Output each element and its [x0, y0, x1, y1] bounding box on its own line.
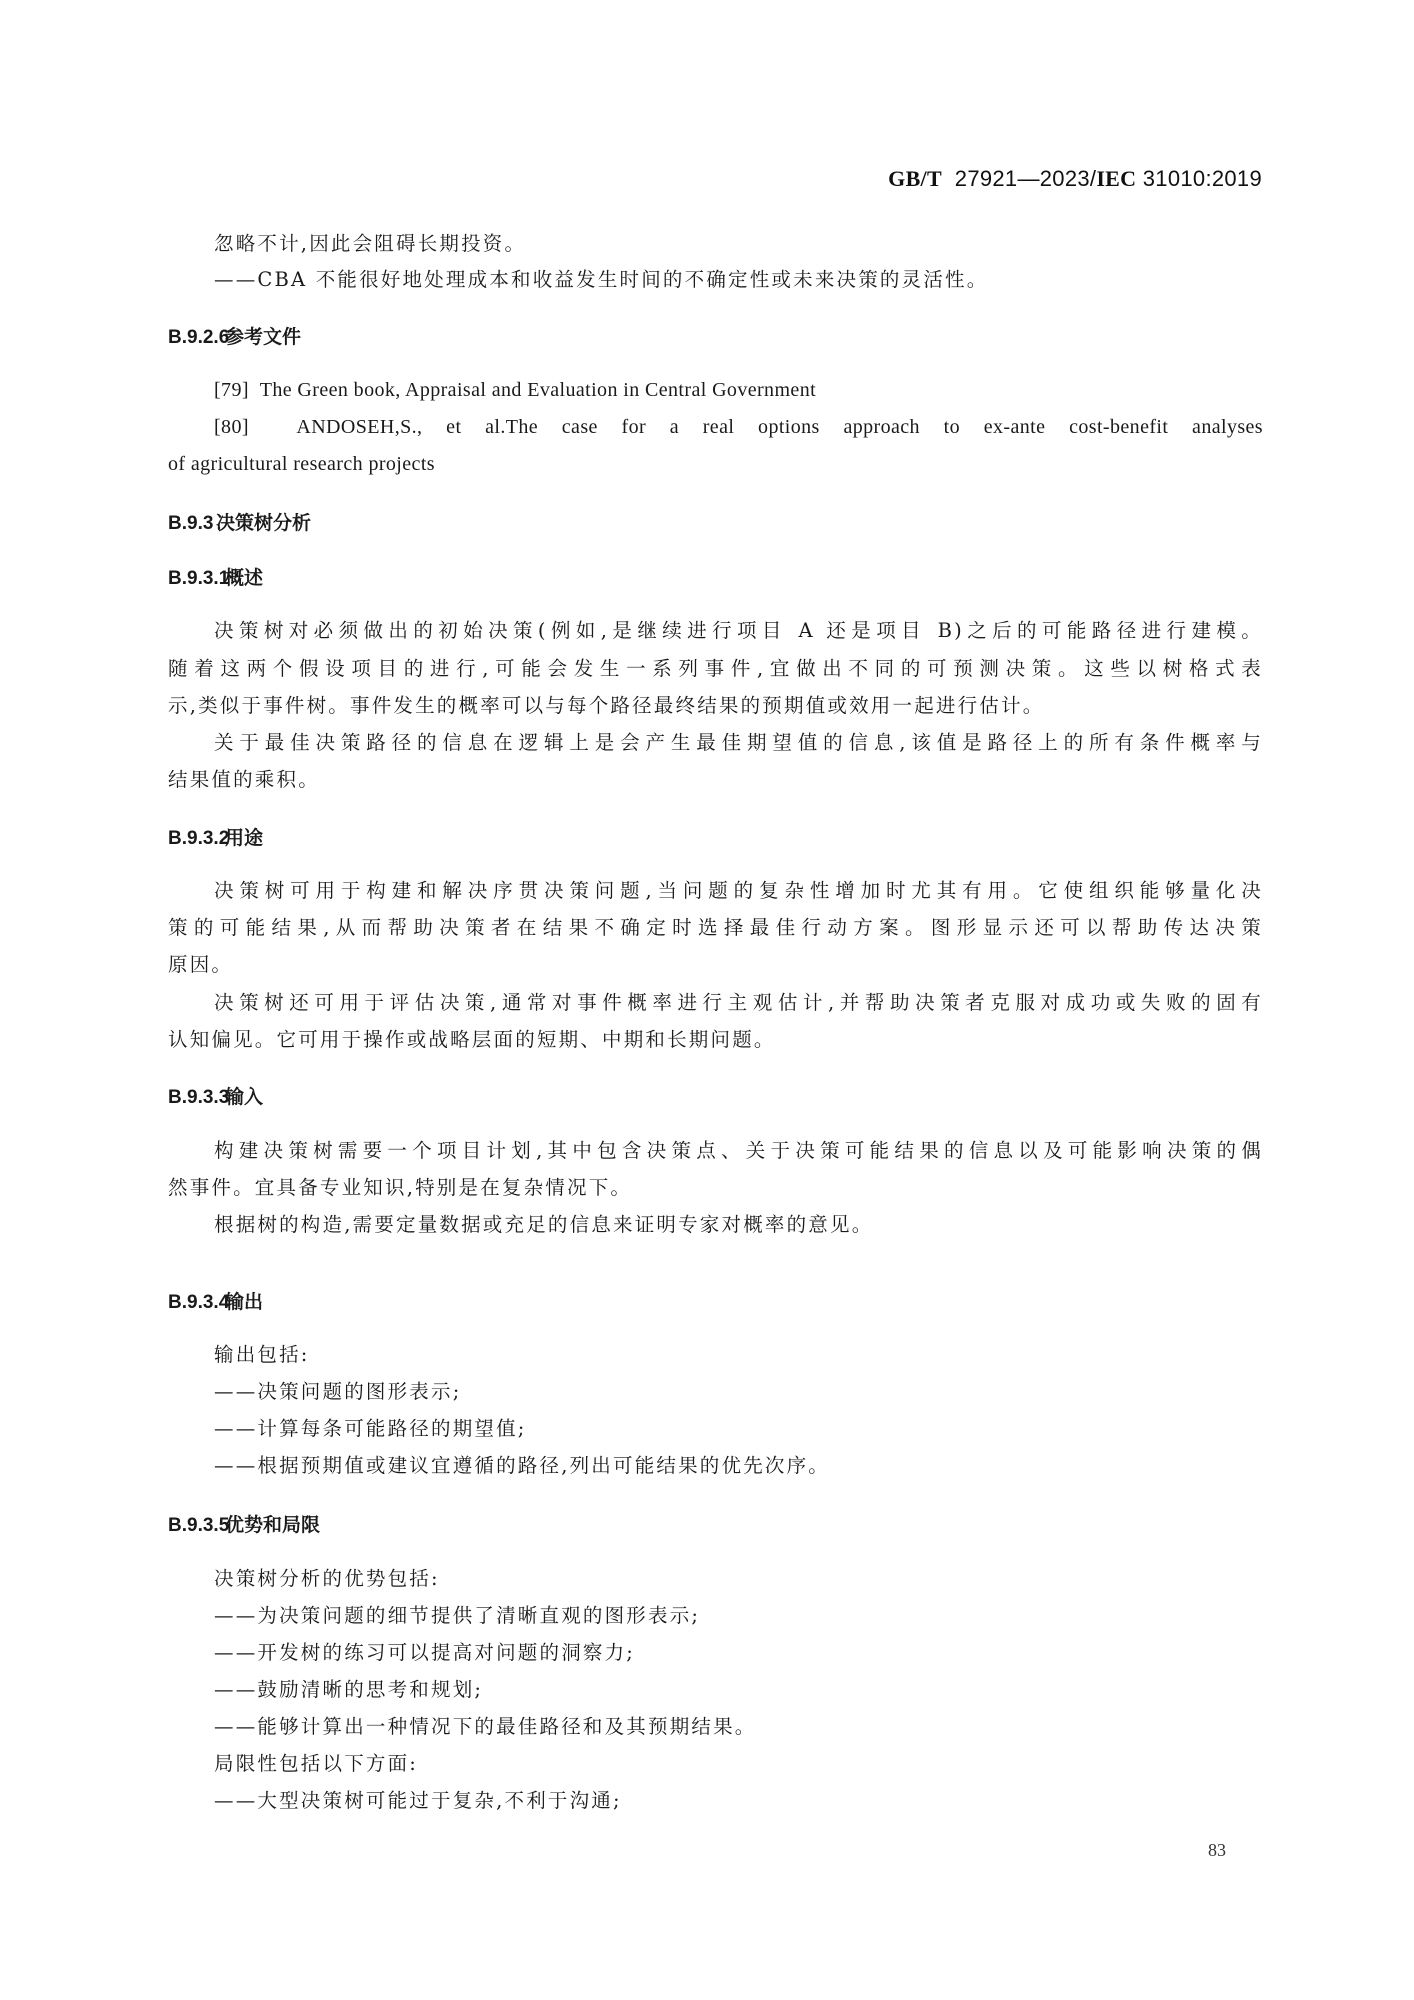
- section-title: 概述: [225, 568, 264, 589]
- paragraph-line: 结果值的乘积。: [168, 768, 320, 791]
- std-prefix: GB/T: [888, 166, 942, 191]
- section-title: 输出: [225, 1292, 264, 1313]
- paragraph-line: 关于最佳决策路径的信息在逻辑上是会产生最佳期望值的信息,该值是路径上的所有条件概率与: [214, 731, 1263, 754]
- section-heading-b932: [168, 823, 263, 850]
- reference-tag: [80]: [214, 416, 249, 438]
- paragraph-line: 构建决策树需要一个项目计划,其中包含决策点、关于决策可能结果的信息以及可能影响决策的偶: [214, 1139, 1263, 1162]
- section-title: 用途: [225, 828, 264, 849]
- iec-prefix: IEC: [1096, 166, 1137, 191]
- section-heading-b931: [168, 563, 263, 590]
- section-number: B.9.3.5: [168, 1515, 230, 1536]
- paragraph-line: 局限性包括以下方面:: [214, 1752, 419, 1775]
- section-title: 参考文件: [225, 327, 302, 348]
- list-item: ——根据预期值或建议宜遵循的路径,列出可能结果的优先次序。: [214, 1454, 830, 1477]
- section-title: 决策树分析: [216, 513, 312, 534]
- paragraph-line: 输出包括:: [214, 1343, 310, 1366]
- section-number: B.9.3.4: [168, 1292, 230, 1313]
- section-number: B.9.3.1: [168, 568, 230, 589]
- paragraph-line: 示,类似于事件树。事件发生的概率可以与每个路径最终结果的预期值或效用一起进行估计。: [168, 694, 1045, 717]
- paragraph-line: 认知偏见。它可用于操作或战略层面的短期、中期和长期问题。: [168, 1028, 776, 1051]
- section-heading-b934: [168, 1287, 263, 1314]
- list-item: ——为决策问题的细节提供了清晰直观的图形表示;: [214, 1604, 701, 1627]
- paragraph-line: 决策树对必须做出的初始决策(例如,是继续进行项目 A 还是项目 B)之后的可能路径进行建模。: [214, 619, 1263, 642]
- reference-text: The Green book, Appraisal and Evaluation in Central Government: [259, 379, 817, 401]
- paragraph-line: 决策树还可用于评估决策,通常对事件概率进行主观估计,并帮助决策者克服对成功或失败的固有: [214, 991, 1263, 1014]
- paragraph-line: 随着这两个假设项目的进行,可能会发生一系列事件,宜做出不同的可预测决策。这些以树格式表: [168, 657, 1263, 680]
- section-number: B.9.2.6: [168, 327, 230, 348]
- reference-tag: [79]: [214, 379, 249, 401]
- section-heading-b935: [168, 1510, 320, 1537]
- list-item: ——能够计算出一种情况下的最佳路径和及其预期结果。: [214, 1715, 757, 1738]
- reference-79: [214, 377, 1309, 403]
- section-number: B.9.3.3: [168, 1087, 230, 1108]
- section-heading-b926: [168, 322, 301, 349]
- list-item: ——计算每条可能路径的期望值;: [214, 1417, 527, 1440]
- list-item: ——大型决策树可能过于复杂,不利于沟通;: [214, 1789, 622, 1812]
- list-item: ——开发树的练习可以提高对问题的洞察力;: [214, 1641, 636, 1664]
- paragraph-line: 根据树的构造,需要定量数据或充足的信息来证明专家对概率的意见。: [214, 1213, 874, 1236]
- reference-80: [214, 414, 1263, 440]
- reference-text: ANDOSEH,S., et al.The case for a real options approach to ex-ante cost-benefit analyses: [296, 416, 1263, 438]
- section-heading-b933: [168, 1082, 263, 1109]
- iec-number: 31010:2019: [1142, 166, 1262, 191]
- section-title: 优势和局限: [225, 1515, 321, 1536]
- section-number: B.9.3.2: [168, 828, 230, 849]
- list-item: ——鼓励清晰的思考和规划;: [214, 1678, 484, 1701]
- section-number: B.9.3: [168, 513, 214, 534]
- reference-80-continuation: of agricultural research projects: [168, 453, 435, 475]
- std-number: 27921—2023/: [954, 166, 1097, 191]
- paragraph-line: 原因。: [168, 953, 234, 976]
- standard-header: [888, 166, 1262, 192]
- list-item-cba: ——CBA 不能很好地处理成本和收益发生时间的不确定性或未来决策的灵活性。: [214, 268, 989, 291]
- page-number: 83: [1208, 1840, 1226, 1860]
- section-title: 输入: [225, 1087, 264, 1108]
- paragraph-continuation: 忽略不计,因此会阻碍长期投资。: [214, 232, 527, 255]
- paragraph-line: 决策树可用于构建和解决序贯决策问题,当问题的复杂性增加时尤其有用。它使组织能够量化决: [214, 879, 1263, 902]
- paragraph-line: 策的可能结果,从而帮助决策者在结果不确定时选择最佳行动方案。图形显示还可以帮助传达决策: [168, 916, 1263, 939]
- list-item: ——决策问题的图形表示;: [214, 1380, 462, 1403]
- paragraph-line: 决策树分析的优势包括:: [214, 1567, 440, 1590]
- paragraph-line: 然事件。宜具备专业知识,特别是在复杂情况下。: [168, 1176, 633, 1199]
- section-heading-b93: [168, 508, 311, 535]
